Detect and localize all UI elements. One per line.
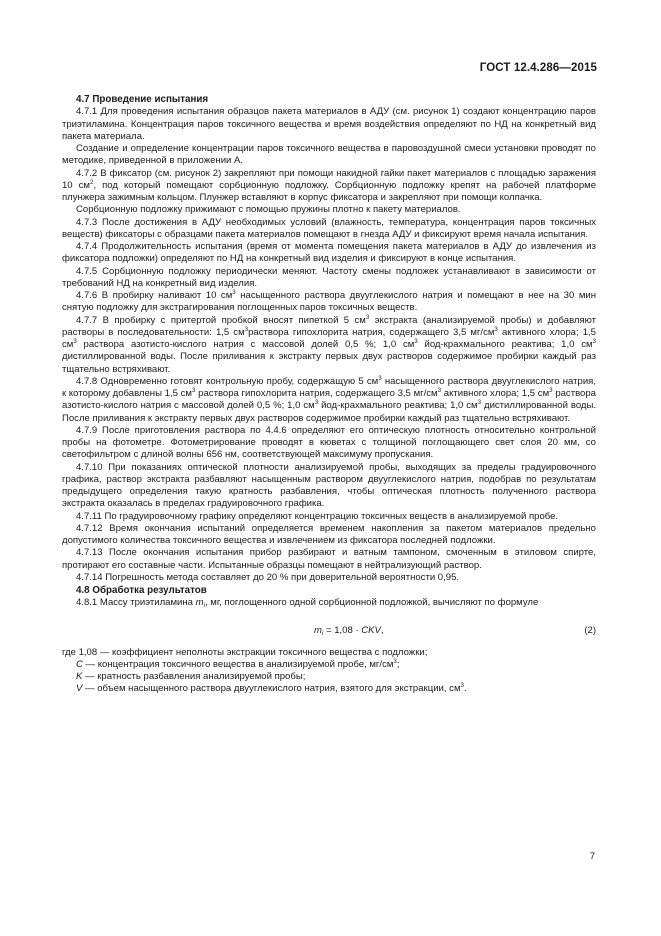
paragraph-4-7-1: 4.7.1 Для проведения испытания образцов пакета материалов в АДУ (см. рисунок 1) создают концентрацию паров триэтиламина. Концентрация паров токсичного вещества и время воздействия определяют по НД на конкретный вид пакета материала. — [62, 106, 596, 142]
formula-2 — [62, 621, 596, 645]
paragraph-4-8-1: 4.8.1 Массу триэтиламина $m_i$, мг, поглощенного одной сорбционной подложкой, вычисляют по формуле — [76, 597, 539, 610]
section-heading-4-7: 4.7 Проведение испытания — [76, 94, 209, 105]
paragraph-4-7-13: 4.7.13 После окончания испытания прибор разбирают и ватным тампоном, смоченным в этиловом спирте, протирают его составные части. Испытанные образцы помещают в нейтрализующий раствор. — [62, 547, 596, 571]
section-heading-4-8: 4.8 Обработка результатов — [76, 585, 207, 596]
paragraph-4-7-6: 4.7.6 В пробирку наливают 10 $см^3$ насыщенного раствора двууглекислого натрия и помещают в нее на 30 мин снятую подложку для экстрагирования поглощенных паров токсичных веществ. — [62, 289, 596, 314]
paragraph-method-reference: Создание и определение концентрации паров токсичного вещества в паровоздушной смеси установки проводят по методике, приведенной в приложении А. — [62, 143, 596, 167]
paragraph-4-7-11: 4.7.11 По градуировочному графику определяют концентрацию токсичных веществ в анализируемой пробе. — [76, 510, 559, 522]
formula-expression: $m_i = 1,08$ · CKV, — [314, 624, 384, 637]
paragraph-4-7-7: 4.7.7 В пробирку с притертой пробкой вносят пипеткой 5 $см^3$ экстракта (анализируемой пробы) и добавляют растворы в последовательности: 1,5 $см^3раствора$ гипохлорита натрия, содержащего 3,5 $мг/см^3$ активного хлора; 1,5 $см^3$ раствора азотисто-кислого натрия с массовой долей 0,5 %; 1,0 $см^3$ йод-крахмального реактива; 1,0 $см^3$ дистиллированной воды. После приливания к экстракту первых двух растворов содержимое пробирки каждый раз тщательно встряхивают. — [62, 313, 596, 375]
paragraph-4-7-12: 4.7.12 Время окончания испытаний определяется временем накопления за пакетом материалов предельно допустимого количества токсичного вещества и извлечением из фиксатора последней подложки. — [62, 522, 596, 546]
paragraph-4-7-14: 4.7.14 Погрешность метода составляет до 20 % при доверительной вероятности 0,95. — [76, 571, 460, 583]
formula-number: (2) — [584, 624, 596, 636]
page-number: 7 — [589, 851, 595, 862]
legend-v: V — объем насыщенного раствора двууглекислого натрия, взятого для экстракции, $см^3$. — [76, 682, 467, 695]
document-body — [62, 94, 596, 696]
legend-k: K — кратность разбавления анализируемой пробы; — [76, 671, 306, 682]
paragraph-4-7-3: 4.7.3 После достижения в АДУ необходимых условий (влажность, температура, концентрация паров токсичных веществ) фиксаторы с образцами пакета материалов помещают в гнезда АДУ и фиксируют время начала испытания. — [62, 216, 596, 240]
paragraph-spring: Сорбционную подложку прижимают с помощью пружины плотно к пакету материалов. — [76, 204, 461, 216]
paragraph-4-7-8: 4.7.8 Одновременно готовят контрольную пробу, содержащую 5 $см^3$ насыщенного раствора двууглекислого натрия, к которому добавлены 1,5 $см^3$ раствора гипохлорита натрия, содержащего 3,5 $мг/см^3$ активного хлора; 1,5 $см^3$ раствора азотисто-кислого натрия с массовой долей 0,5 %; 1,0 $см^3$ йод-крахмального реактива; 1,0 $см^3$ дистиллированной воды. После приливания к экстракту первых двух растворов содержимое пробирки каждый раз тщательно встряхивают. — [62, 374, 597, 424]
legend-coefficient: где 1,08 — коэффициент неполноты экстракции токсичного вещества с подложки; — [62, 646, 428, 658]
paragraph-4-7-4: 4.7.4 Продолжительность испытания (время от момента помещения пакета материалов в АДУ до извлечения из фиксатора подложки) определяют по НД на конкретный вид изделия и фиксируют в конце испытания. — [62, 241, 596, 265]
paragraph-4-7-10: 4.7.10 При показаниях оптической плотности анализируемой пробы, выходящих за пределы градуировочного графика, раствор экстракта разбавляют насыщенным раствором двууглекислого натрия, подобрав по результатам предыдущего определения такую кратность разбавления, чтобы оптическая плотность полученного раствора экстракта оказалась в пределах градуировочного графика. — [62, 461, 596, 510]
paragraph-4-7-2: 4.7.2 В фиксатор (см. рисунок 2) закрепляют при помощи накидной гайки пакет материалов с площадью заражения 10 $см^2$, под который помещают сорбционную подложку. Сорбционную подложку крепят на рабочей платформе плунжера зажимным кольцом. Плунжер вставляют в корпус фиксатора и закрепляют при помощи колпачка. — [62, 167, 597, 203]
standard-designation: ГОСТ 12.4.286—2015 — [479, 62, 597, 74]
formula-legend — [62, 647, 596, 696]
paragraph-4-7-9: 4.7.9 После приготовления раствора по 4.4.6 определяют его оптическую плотность относительно контрольной пробы на фотометре. Фотометрирование проводят в кюветах с толщиной поглощающего свет слоя 20 мм, со светофильтром с длиной волны 656 нм, соответствующей максимуму пропускания. — [62, 424, 596, 461]
legend-c: C — концентрация токсичного вещества в анализируемой пробе, $мг/см^3$; — [76, 657, 400, 670]
paragraph-4-7-5: 4.7.5 Сорбционную подложку периодически меняют. Частоту смены подложек устанавливают в зависимости от требований НД на конкретный вид изделия. — [62, 265, 596, 289]
